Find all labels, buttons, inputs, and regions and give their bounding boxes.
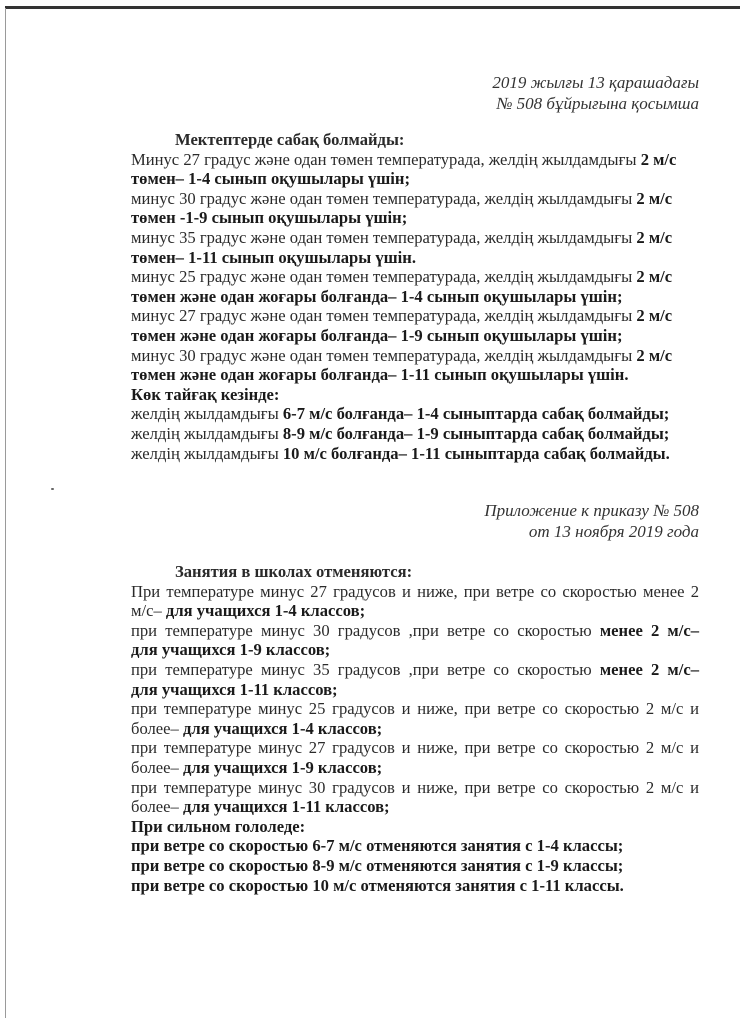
russian-ice-heading: При сильном гололеде: — [131, 816, 306, 836]
kazakh-header-line2: № 508 бұйрығына қосымша — [496, 94, 699, 113]
rule-text: при температуре минус 30 градусов ,при ветре со скоростью — [131, 620, 600, 640]
rule-text: более– — [131, 718, 183, 738]
kazakh-rule — [131, 150, 721, 189]
russian-ice-rule: при ветре со скоростью 8-9 м/с отменяются занятия с 1-9 классы; — [131, 855, 624, 875]
rule-grades: 1-9 сынып оқушылары үшін; — [400, 325, 623, 345]
russian-rule — [131, 621, 706, 660]
russian-appendix-header — [484, 500, 699, 542]
kazakh-header-line1: 2019 жылғы 13 қарашадағы — [492, 73, 699, 92]
russian-ice-rule: при ветре со скоростью 6-7 м/с отменяются занятия с 1-4 классы; — [131, 836, 624, 856]
rule-grades: 1-11 сынып оқушылары үшін. — [188, 247, 417, 267]
rule-text: При температуре минус 27 градусов и ниже, при ветре со скоростью менее 2 — [131, 581, 699, 601]
russian-rule — [131, 582, 706, 621]
rule-text: при температуре минус 25 градусов и ниже, при ветре со скоростью 2 м/с и — [131, 699, 699, 719]
rule-text: төмен және одан жоғары болғанда– — [131, 325, 401, 345]
kazakh-rule — [131, 306, 721, 345]
rule-text: минус 35 градус және одан төмен температурада, желдің жылдамдығы — [131, 227, 637, 247]
rule-grades: 1-4 сынып оқушылары үшін; — [400, 286, 623, 306]
kazakh-rule — [131, 189, 721, 228]
scan-edge-top — [5, 6, 740, 9]
rule-wind: менее 2 м/с– — [599, 620, 699, 640]
kazakh-section — [131, 130, 721, 463]
rule-grades: 1-4 сынып оқушылары үшін; — [188, 169, 411, 189]
rule-grades: для учащихся 1-11 классов; — [182, 797, 390, 817]
rule-wind: 2 м/с — [636, 345, 673, 365]
ice-rule-text: желдің жылдамдығы — [131, 404, 283, 424]
rule-text: при температуре минус 35 градусов ,при ветре со скоростью — [131, 659, 600, 679]
russian-section — [131, 562, 706, 895]
ice-rule-text: желдің жылдамдығы — [131, 423, 283, 443]
rule-text: при температуре минус 30 градусов и ниже, при ветре со скоростью 2 м/с и — [131, 777, 699, 797]
ice-rule-wind: 6-7 м/с болғанда– — [282, 404, 417, 424]
rule-text: минус 30 градус және одан төмен температурада, желдің жылдамдығы — [131, 345, 637, 365]
rule-text: при температуре минус 27 градусов и ниже, при ветре со скоростью 2 м/с и — [131, 738, 699, 758]
kazakh-ice-rule — [131, 404, 721, 424]
ice-rule-wind: 10 м/с болғанда– — [282, 443, 412, 463]
rule-text: төмен — [131, 208, 180, 228]
rule-wind: 2 м/с — [636, 267, 673, 287]
rule-wind: 2 м/с — [636, 227, 673, 247]
scan-edge-left — [5, 8, 6, 1018]
rule-text: минус 27 градус және одан төмен температурада, желдің жылдамдығы — [131, 306, 637, 326]
rule-wind: 2 м/с — [636, 188, 673, 208]
rule-grades: -1-9 сынып оқушылары үшін; — [179, 208, 408, 228]
kazakh-rule — [131, 346, 721, 385]
kazakh-appendix-header — [492, 72, 699, 114]
rule-text: м/с– — [131, 601, 166, 621]
rule-wind: менее 2 м/с– — [599, 659, 699, 679]
rule-text: төмен– — [131, 247, 189, 267]
rule-grades: для учащихся 1-4 классов; — [165, 601, 366, 621]
ice-rule-grades: 1-11 сыныптарда сабақ болмайды. — [411, 443, 670, 463]
rule-text: төмен және одан жоғары болғанда– — [131, 286, 401, 306]
rule-grades: для учащихся 1-9 классов; — [182, 757, 383, 777]
rule-text: төмен– — [131, 169, 189, 189]
rule-text: минус 30 градус және одан төмен температурада, желдің жылдамдығы — [131, 188, 637, 208]
rule-grades: для учащихся 1-9 классов; — [131, 640, 331, 660]
kazakh-rule — [131, 267, 721, 306]
scan-speck — [51, 488, 54, 490]
rule-text: Минус 27 градус және одан төмен температурада, желдің жылдамдығы — [131, 149, 641, 169]
russian-title: Занятия в школах отменяются: — [175, 562, 413, 581]
kazakh-ice-rule — [131, 424, 721, 444]
russian-rule — [131, 699, 706, 738]
rule-text: минус 25 градус және одан төмен температурада, желдің жылдамдығы — [131, 267, 637, 287]
russian-rule — [131, 660, 706, 699]
rule-text: төмен және одан жоғары болғанда– — [131, 365, 401, 385]
russian-rule — [131, 738, 706, 777]
kazakh-ice-rule — [131, 444, 721, 464]
kazakh-title: Мектептерде сабақ болмайды: — [175, 130, 405, 149]
kazakh-rule — [131, 228, 721, 267]
ice-rule-grades: 1-9 сыныптарда сабақ болмайды; — [416, 423, 670, 443]
ice-rule-wind: 8-9 м/с болғанда– — [282, 423, 417, 443]
rule-grades: для учащихся 1-11 классов; — [131, 679, 338, 699]
russian-rule — [131, 778, 706, 817]
rule-grades: 1-11 сынып оқушылары үшін. — [400, 365, 629, 385]
rule-wind: 2 м/с — [636, 306, 673, 326]
kazakh-ice-heading: Көк тайғақ кезінде: — [131, 384, 280, 404]
rule-text: более– — [131, 797, 183, 817]
rule-wind: 2 м/с — [640, 149, 677, 169]
rule-text: более– — [131, 757, 183, 777]
russian-ice-rule: при ветре со скоростью 10 м/с отменяются занятия с 1-11 классы. — [131, 875, 624, 895]
rule-grades: для учащихся 1-4 классов; — [182, 718, 383, 738]
ice-rule-text: желдің жылдамдығы — [131, 443, 283, 463]
russian-header-line2: от 13 ноября 2019 года — [528, 522, 699, 541]
ice-rule-grades: 1-4 сыныптарда сабақ болмайды; — [416, 404, 670, 424]
russian-header-line1: Приложение к приказу № 508 — [484, 501, 699, 520]
